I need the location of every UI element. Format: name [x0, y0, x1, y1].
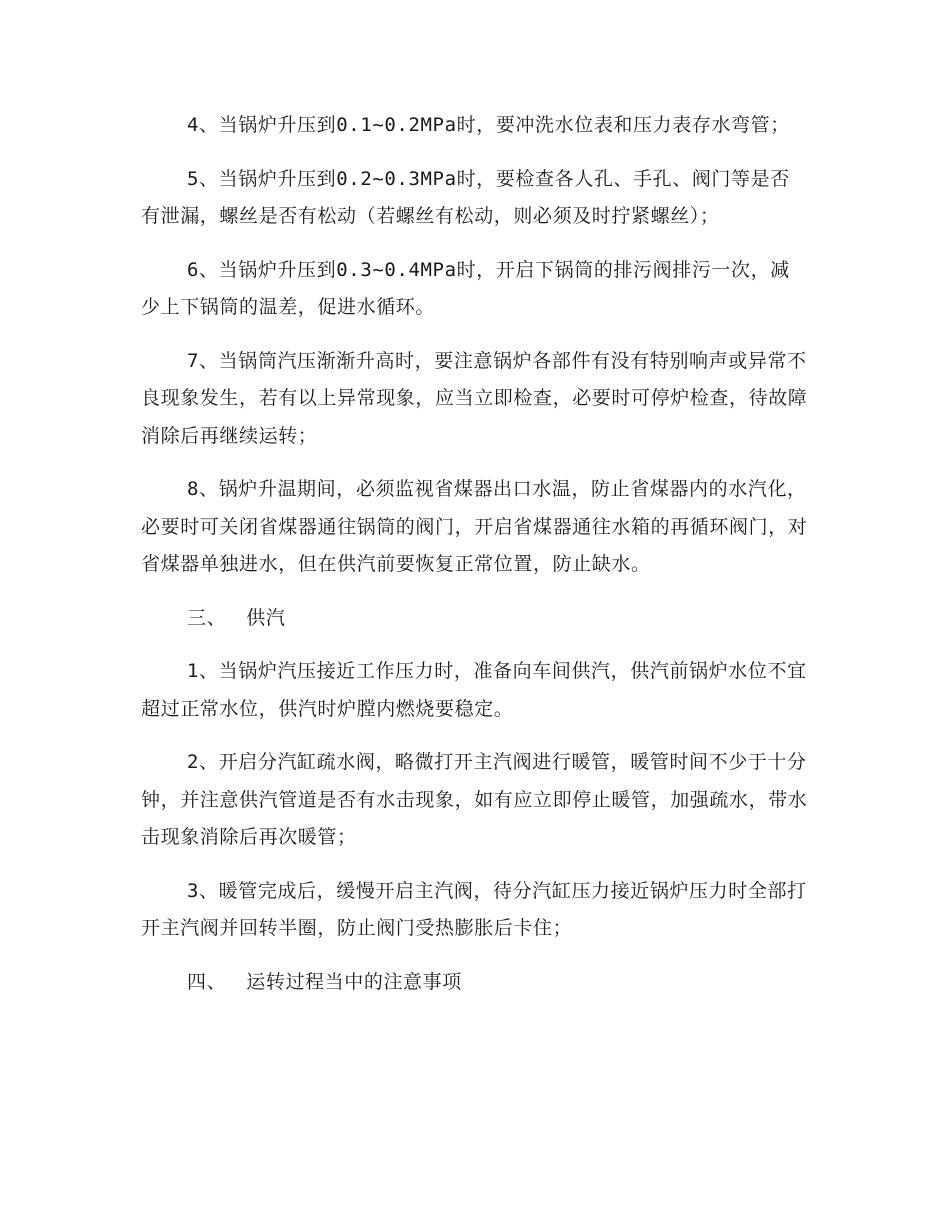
section-title: 供汽	[246, 606, 286, 629]
section-number: 四、	[187, 970, 227, 993]
paragraph-4: 4、当锅炉升压到0.1~0.2MPa时，要冲洗水位表和压力表存水弯管；	[187, 114, 790, 136]
section-heading-3	[141, 600, 809, 638]
paragraph-s3-2: 2、开启分汽缸疏水阀，略微打开主汽阀进行暖管，暖管时间不少于十分钟，并注意供汽管道是否有水击现象，如有应立即停止暖管，加强疏水，带水击现象消除后再次暖管；	[141, 751, 808, 848]
document-body	[141, 107, 809, 1017]
section-number: 三、	[187, 606, 227, 629]
paragraph-s3-1: 1、当锅炉汽压接近工作压力时，准备向车间供汽，供汽前锅炉水位不宜超过正常水位，供汽时炉膛内燃烧要稳定。	[141, 660, 807, 720]
paragraph-7: 7、当锅筒汽压渐渐升高时，要注意锅炉各部件有没有特别响声或异常不良现象发生，若有以上异常现象，应当立即检查，必要时可停炉检查，待故障消除后再继续运转；	[141, 349, 808, 447]
paragraph-5: 5、当锅炉升压到0.2~0.3MPa时，要检查各人孔、手孔、阀门等是否有泄漏，螺丝是否有松动（若螺丝有松动，则必须及时拧紧螺丝）；	[141, 167, 790, 227]
section-title: 运转过程当中的注意事项	[246, 970, 462, 993]
section-heading-4	[141, 964, 809, 1002]
paragraph-8: 8、锅炉升温期间，必须监视省煤器出口水温，防止省煤器内的水汽化，必要时可关闭省煤器通往锅筒的阀门，开启省煤器通往水箱的再循环阀门，对省煤器单独进水，但在供汽前要恢复正常位置，防止缺水。	[141, 478, 808, 575]
paragraph-6: 6、当锅炉升压到0.3~0.4MPa时，开启下锅筒的排污阀排污一次，减少上下锅筒的温差，促进水循环。	[141, 258, 790, 318]
paragraph-s3-3: 3、暖管完成后，缓慢开启主汽阀，待分汽缸压力接近锅炉压力时全部打开主汽阀并回转半圈，防止阀门受热膨胀后卡住；	[141, 879, 807, 939]
